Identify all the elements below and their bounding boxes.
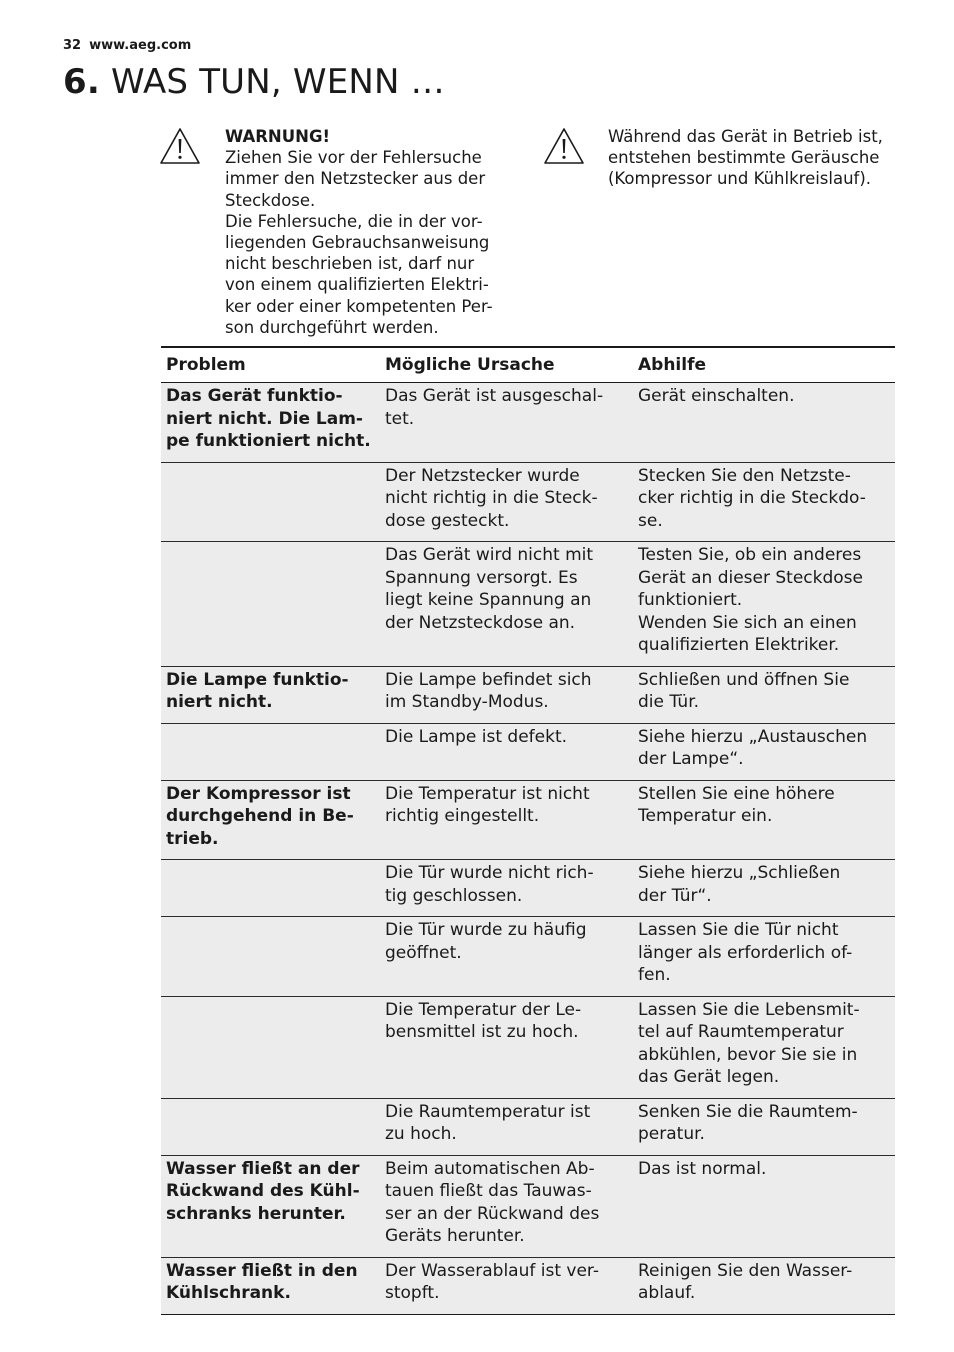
cell-text-line: Die Tür wurde zu häufig bbox=[385, 920, 587, 940]
table-row bbox=[161, 780, 895, 860]
cell-text-line: Gerät an dieser Steckdose bbox=[638, 567, 864, 588]
notice-line: Während das Gerät in Betrieb ist, bbox=[608, 127, 883, 146]
cell-text-line: Schließen und öffnen Sie bbox=[638, 669, 850, 690]
cell-text-line: im Standby-Modus. bbox=[385, 692, 549, 712]
problem-cell bbox=[161, 1257, 380, 1314]
cell-text-line: schranks herunter. bbox=[166, 1203, 346, 1224]
cell-text-line: Das Gerät wird nicht mit bbox=[385, 545, 594, 565]
table-row bbox=[161, 666, 895, 723]
cause-cell bbox=[380, 462, 633, 542]
cell-text-line: stopft. bbox=[385, 1283, 440, 1303]
cell-text-line: Das Gerät ist ausgeschal- bbox=[385, 386, 604, 406]
cell-text-line: tel auf Raumtemperatur bbox=[638, 1022, 844, 1042]
cell-text-line: der Netzsteckdose an. bbox=[385, 612, 576, 633]
warning-heading: WARNUNG! bbox=[225, 127, 331, 146]
remedy-cell bbox=[633, 1155, 895, 1257]
cause-cell bbox=[380, 1098, 633, 1155]
cell-text-line: Die Lampe ist defekt. bbox=[385, 726, 568, 747]
cause-cell bbox=[380, 1155, 633, 1257]
warning-line: son durchgeführt werden. bbox=[225, 317, 439, 337]
cell-text-line: ablauf. bbox=[638, 1283, 696, 1303]
cell-text-line: länger als erforderlich of- bbox=[638, 942, 853, 963]
cell-text-line: tig geschlossen. bbox=[385, 885, 523, 906]
table-row bbox=[161, 860, 895, 917]
problem-cell bbox=[161, 1155, 380, 1257]
cell-text-line: Der Netzstecker wurde bbox=[385, 465, 580, 486]
problem-cell bbox=[161, 383, 380, 463]
cell-text-line: peratur. bbox=[638, 1124, 705, 1144]
cause-cell bbox=[380, 996, 633, 1098]
cell-text-line: funktioniert. bbox=[638, 590, 743, 610]
warning-line: Die Fehlersuche, die in der vor- bbox=[225, 211, 483, 231]
cause-cell bbox=[380, 723, 633, 780]
noise-notice bbox=[542, 126, 902, 206]
cell-text-line: Stecken Sie den Netzste- bbox=[638, 465, 851, 486]
cell-text-line: cker richtig in die Steckdo- bbox=[638, 488, 866, 508]
cell-text-line: durchgehend in Be- bbox=[166, 806, 354, 826]
warning-triangle-icon bbox=[542, 126, 586, 166]
cell-text-line: Geräts herunter. bbox=[385, 1226, 525, 1246]
table-row bbox=[161, 1098, 895, 1155]
cell-text-line: Das ist normal. bbox=[638, 1158, 767, 1179]
table-row bbox=[161, 723, 895, 780]
cell-text-line: Lassen Sie die Tür nicht bbox=[638, 920, 839, 940]
warning-line: von einem qualifizierten Elektri- bbox=[225, 275, 489, 295]
problem-cell bbox=[161, 780, 380, 860]
cell-text-line: Der Wasserablauf ist ver- bbox=[385, 1260, 599, 1281]
problem-cell bbox=[161, 996, 380, 1098]
website-url[interactable]: www.aeg.com bbox=[89, 38, 192, 53]
cell-text-line: tauen fließt das Tauwas- bbox=[385, 1181, 592, 1201]
table-row bbox=[161, 542, 895, 667]
remedy-cell bbox=[633, 917, 895, 997]
cell-text-line: zu hoch. bbox=[385, 1124, 457, 1144]
problem-cell bbox=[161, 723, 380, 780]
cell-text-line: niert nicht. bbox=[166, 692, 273, 712]
cell-text-line: das Gerät legen. bbox=[638, 1067, 780, 1087]
table-row bbox=[161, 996, 895, 1098]
cell-text-line: Beim automatischen Ab- bbox=[385, 1158, 595, 1179]
problem-cell bbox=[161, 462, 380, 542]
remedy-cell bbox=[633, 383, 895, 463]
cell-text-line: Reinigen Sie den Wasser- bbox=[638, 1260, 853, 1281]
table-row bbox=[161, 383, 895, 463]
cause-cell bbox=[380, 860, 633, 917]
warning-line: ker oder einer kompetenten Per- bbox=[225, 296, 493, 316]
table-body bbox=[161, 383, 895, 1315]
cell-text-line: liegt keine Spannung an bbox=[385, 590, 592, 610]
cell-text-line: trieb. bbox=[166, 828, 219, 849]
cause-cell bbox=[380, 383, 633, 463]
cause-cell bbox=[380, 780, 633, 860]
cell-text-line: Wasser fließt in den bbox=[166, 1260, 358, 1281]
cause-cell bbox=[380, 917, 633, 997]
warning-line: Steckdose. bbox=[225, 190, 316, 210]
cell-text-line: der Lampe“. bbox=[638, 749, 744, 769]
section-title-text: WAS TUN, WENN … bbox=[111, 62, 445, 102]
warning-notice bbox=[158, 126, 518, 341]
cell-text-line: Die Raumtemperatur ist bbox=[385, 1101, 591, 1122]
remedy-cell bbox=[633, 996, 895, 1098]
remedy-cell bbox=[633, 462, 895, 542]
problem-cell bbox=[161, 542, 380, 667]
cell-text-line: Die Lampe befindet sich bbox=[385, 669, 592, 690]
problem-cell bbox=[161, 917, 380, 997]
warning-line: liegenden Gebrauchsanweisung bbox=[225, 233, 490, 253]
section-number: 6. bbox=[63, 62, 100, 102]
cell-text-line: Temperatur ein. bbox=[638, 806, 773, 826]
cell-text-line: nicht richtig in die Steck- bbox=[385, 488, 598, 508]
cell-text-line: niert nicht. Die Lam- bbox=[166, 408, 363, 429]
warning-line: nicht beschrieben ist, darf nur bbox=[225, 254, 475, 274]
cell-text-line: Testen Sie, ob ein anderes bbox=[638, 545, 862, 565]
remedy-cell bbox=[633, 723, 895, 780]
cell-text-line: Die Lampe funktio- bbox=[166, 669, 349, 690]
page-header bbox=[63, 38, 191, 53]
cell-text-line: Der Kompressor ist bbox=[166, 783, 351, 804]
cell-text-line: die Tür. bbox=[638, 692, 700, 712]
cause-cell bbox=[380, 666, 633, 723]
column-header-cause: Mögliche Ursache bbox=[380, 347, 633, 383]
cell-text-line: Kühlschrank. bbox=[166, 1283, 291, 1303]
table-header-row bbox=[161, 347, 895, 383]
notice-text bbox=[608, 126, 900, 190]
cell-text-line: richtig eingestellt. bbox=[385, 806, 540, 826]
cell-text-line: Spannung versorgt. Es bbox=[385, 567, 578, 588]
cell-text-line: Stellen Sie eine höhere bbox=[638, 783, 835, 804]
cell-text-line: se. bbox=[638, 510, 663, 531]
cell-text-line: pe funktioniert nicht. bbox=[166, 431, 371, 451]
warning-line: immer den Netzstecker aus der bbox=[225, 169, 486, 189]
cell-text-line: qualifizierten Elektriker. bbox=[638, 635, 840, 655]
cause-cell bbox=[380, 1257, 633, 1314]
table-row bbox=[161, 1257, 895, 1314]
notice-line: entstehen bestimmte Geräusche bbox=[608, 148, 880, 168]
cell-text-line: Siehe hierzu „Schließen bbox=[638, 863, 841, 883]
cell-text-line: Wenden Sie sich an einen bbox=[638, 612, 857, 633]
cell-text-line: Das Gerät funktio- bbox=[166, 386, 343, 406]
cell-text-line: ser an der Rückwand des bbox=[385, 1203, 600, 1224]
warning-line: Ziehen Sie vor der Fehlersuche bbox=[225, 148, 482, 168]
remedy-cell bbox=[633, 542, 895, 667]
notice-line: (Kompressor und Kühlkreislauf). bbox=[608, 169, 872, 189]
troubleshooting-table bbox=[161, 346, 895, 1315]
cell-text-line: fen. bbox=[638, 965, 671, 985]
cell-text-line: Rückwand des Kühl- bbox=[166, 1181, 360, 1201]
cell-text-line: geöffnet. bbox=[385, 942, 462, 963]
problem-cell bbox=[161, 1098, 380, 1155]
cell-text-line: Die Temperatur der Le- bbox=[385, 999, 582, 1020]
cell-text-line: Gerät einschalten. bbox=[638, 386, 795, 406]
remedy-cell bbox=[633, 666, 895, 723]
cell-text-line: Lassen Sie die Lebensmit- bbox=[638, 999, 860, 1020]
cell-text-line: bensmittel ist zu hoch. bbox=[385, 1022, 579, 1042]
cell-text-line: abkühlen, bevor Sie sie in bbox=[638, 1044, 858, 1065]
problem-cell bbox=[161, 666, 380, 723]
cell-text-line: Die Temperatur ist nicht bbox=[385, 783, 590, 804]
remedy-cell bbox=[633, 780, 895, 860]
table-row bbox=[161, 1155, 895, 1257]
section-title bbox=[63, 62, 445, 102]
remedy-cell bbox=[633, 1098, 895, 1155]
cause-cell bbox=[380, 542, 633, 667]
remedy-cell bbox=[633, 860, 895, 917]
cell-text-line: Siehe hierzu „Austauschen bbox=[638, 726, 868, 747]
warning-triangle-icon bbox=[158, 126, 202, 166]
table-row bbox=[161, 917, 895, 997]
column-header-problem: Problem bbox=[161, 347, 380, 383]
remedy-cell bbox=[633, 1257, 895, 1314]
table-row bbox=[161, 462, 895, 542]
column-header-remedy: Abhilfe bbox=[633, 347, 895, 383]
warning-text bbox=[225, 126, 515, 338]
cell-text-line: Die Tür wurde nicht rich- bbox=[385, 863, 594, 883]
cell-text-line: Senken Sie die Raumtem- bbox=[638, 1101, 858, 1122]
cell-text-line: tet. bbox=[385, 408, 415, 429]
page-number: 32 bbox=[63, 38, 82, 53]
cell-text-line: dose gesteckt. bbox=[385, 510, 510, 531]
problem-cell bbox=[161, 860, 380, 917]
cell-text-line: der Tür“. bbox=[638, 885, 712, 906]
cell-text-line: Wasser fließt an der bbox=[166, 1158, 360, 1179]
